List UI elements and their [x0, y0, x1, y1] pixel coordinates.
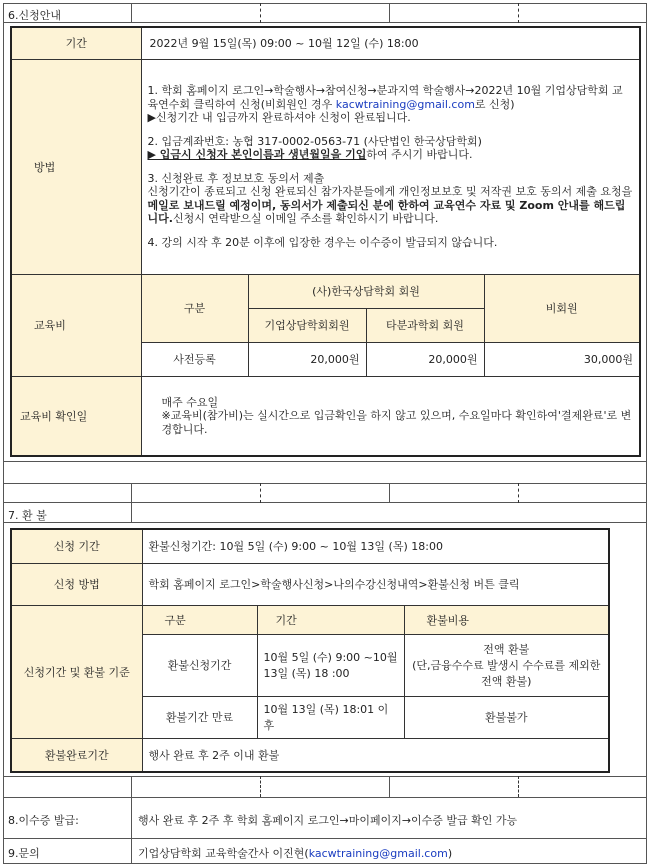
method-step3-text: 신청기간이 종료되고 신청 완료되신 참가자분들에게 개인정보보호 및 저작권 보호 동의서 제출 요청을: [147, 185, 633, 198]
refund-complete-label: 환불완료기간: [11, 738, 142, 772]
grid-line: [3, 838, 647, 839]
method-step1-note: ▶신청기간 내 입금까지 완료하셔야 신청이 완료됩니다.: [147, 111, 411, 124]
fee-col-corp: 기업상담학회회원: [248, 308, 366, 342]
contact-info: [138, 845, 452, 861]
refund-row1-cost: [404, 634, 609, 696]
refund-period-value: 환불신청기간: 10월 5일 (수) 9:00 ~ 10월 13일 (목) 18:00: [142, 529, 609, 563]
refund-row1-type: 환불신청기간: [142, 634, 257, 696]
refund-row2-period: 10월 13일 (목) 18:01 이후: [257, 696, 404, 738]
grid-line: [131, 3, 132, 23]
grid-line: [3, 22, 647, 23]
refund-row1-cost-note: (단,금융수수료 발생시 수수료를 제외한 전액 환불): [412, 659, 601, 688]
grid-line: [518, 483, 519, 503]
fee-col-non: 비회원: [484, 274, 640, 342]
period-value: 2022년 9월 15일(목) 09:00 ~ 10월 12일 (수) 18:00: [141, 27, 640, 59]
grid-line: [260, 776, 261, 797]
section-title: 9.문의: [8, 847, 40, 860]
refund-criteria-label: 신청기간 및 환불 기준: [11, 605, 142, 738]
method-step2-note: ▶ 입금시 신청자 본인이름과 생년월일을 기입: [147, 148, 367, 161]
section-title: 7. 환 불: [8, 509, 47, 522]
method-step3-tail: 신청시 연락받으실 이메일 주소를 확인하시기 바랍니다.: [172, 212, 439, 225]
fee-other-value: 20,000원: [366, 342, 484, 376]
grid-line: [131, 483, 132, 523]
fee-confirm-day: 매주 수요일: [161, 395, 219, 409]
refund-complete-value: 행사 완료 후 2주 이내 환불: [142, 738, 609, 772]
grid-line: [3, 3, 4, 864]
grid-line: [131, 776, 132, 864]
fee-corp-value: 20,000원: [248, 342, 366, 376]
method-label: 방법: [11, 59, 141, 274]
method-step3: 3. 신청완료 후 정보보호 동의서 제출: [147, 171, 325, 185]
section-title: 8.이수증 발급:: [8, 814, 79, 827]
grid-line: [646, 3, 647, 864]
grid-line: [3, 483, 647, 484]
fee-non-value: 30,000원: [484, 342, 640, 376]
grid-line: [389, 776, 390, 797]
method-step2-tail: 하여 주시기 바랍니다.: [366, 148, 473, 161]
refund-row1-cost-main: 전액 환불: [483, 643, 530, 656]
fee-label: 교육비: [11, 274, 141, 376]
grid-line: [3, 776, 647, 777]
email-link[interactable]: kacwtraining@gmail.com: [335, 97, 475, 111]
grid-line: [3, 522, 647, 523]
refund-row1-period: 10월 5일 (수) 9:00 ~10월 13일 (목) 18 :00: [257, 634, 404, 696]
grid-line: [389, 483, 390, 503]
fee-row-label: 사전등록: [141, 342, 248, 376]
contact-email-link[interactable]: kacwtraining@gmail.com: [308, 847, 448, 860]
registration-table: [10, 26, 641, 457]
grid-line: [260, 483, 261, 503]
grid-line: [3, 3, 647, 4]
certificate-info: 행사 완료 후 2주 후 학회 홈페이지 로그인→마이페이지→이수증 발급 확인 가능: [138, 814, 518, 827]
method-content: [141, 59, 640, 274]
method-step3-bold: 메일로 보내드릴 예정이며, 동의서가 제출되신 분에 한하여 교육연수 자료 및 Zoom 안내를 해드립니다.: [147, 198, 626, 225]
method-step2: 2. 입금계좌번호: 농협 317-0002-0563-71 (사단법인 한국상담학회): [147, 134, 482, 148]
method-step1-tail: 로 신청): [474, 97, 515, 111]
grid-line: [260, 3, 261, 23]
grid-line: [3, 502, 647, 503]
contact-tail: ): [447, 847, 453, 860]
method-step4: 4. 강의 시작 후 20분 이후에 입장한 경우는 이수증이 발급되지 않습니다.: [147, 235, 498, 249]
method-step1: 1. 학회 홈페이지 로그인→학술행사→참여신청→분과지역 학술행사→2022년 10월 기업상담학회 교육연수회 클릭하여 신청(비회원인 경우: [147, 84, 623, 111]
fee-confirm-label: 교육비 확인일: [11, 376, 141, 456]
refund-table: [10, 528, 610, 773]
fee-confirm-note: ※교육비(참가비)는 실시간으로 입금확인을 하지 않고 있으며, 수요일마다 확인하여'결제완료'로 변경합니다.: [161, 409, 632, 436]
refund-row2-type: 환불기간 만료: [142, 696, 257, 738]
refund-method-value: 학회 홈페이지 로그인>학술행사신청>나의수강신청내역>환불신청 버튼 클릭: [142, 563, 609, 605]
fee-col-other: 타분과학회 회원: [366, 308, 484, 342]
fee-col-member: (사)한국상담학회 회원: [248, 274, 484, 308]
refund-col-type: 구분: [142, 605, 257, 634]
section-title: 6.신청안내: [8, 9, 61, 22]
fee-confirm-content: [141, 376, 640, 456]
refund-row2-cost: 환불불가: [404, 696, 609, 738]
grid-line: [518, 3, 519, 23]
refund-col-cost: 환불비용: [404, 605, 609, 634]
grid-line: [3, 797, 647, 798]
period-label: 기간: [11, 27, 141, 59]
refund-method-label: 신청 방법: [11, 563, 142, 605]
refund-col-period: 기간: [257, 605, 404, 634]
grid-line: [518, 776, 519, 797]
refund-period-label: 신청 기간: [11, 529, 142, 563]
contact-person: 기업상담학회 교육학술간사 이진현(: [138, 847, 309, 860]
grid-line: [3, 461, 647, 462]
grid-line: [389, 3, 390, 23]
fee-col-type: 구분: [141, 274, 248, 342]
